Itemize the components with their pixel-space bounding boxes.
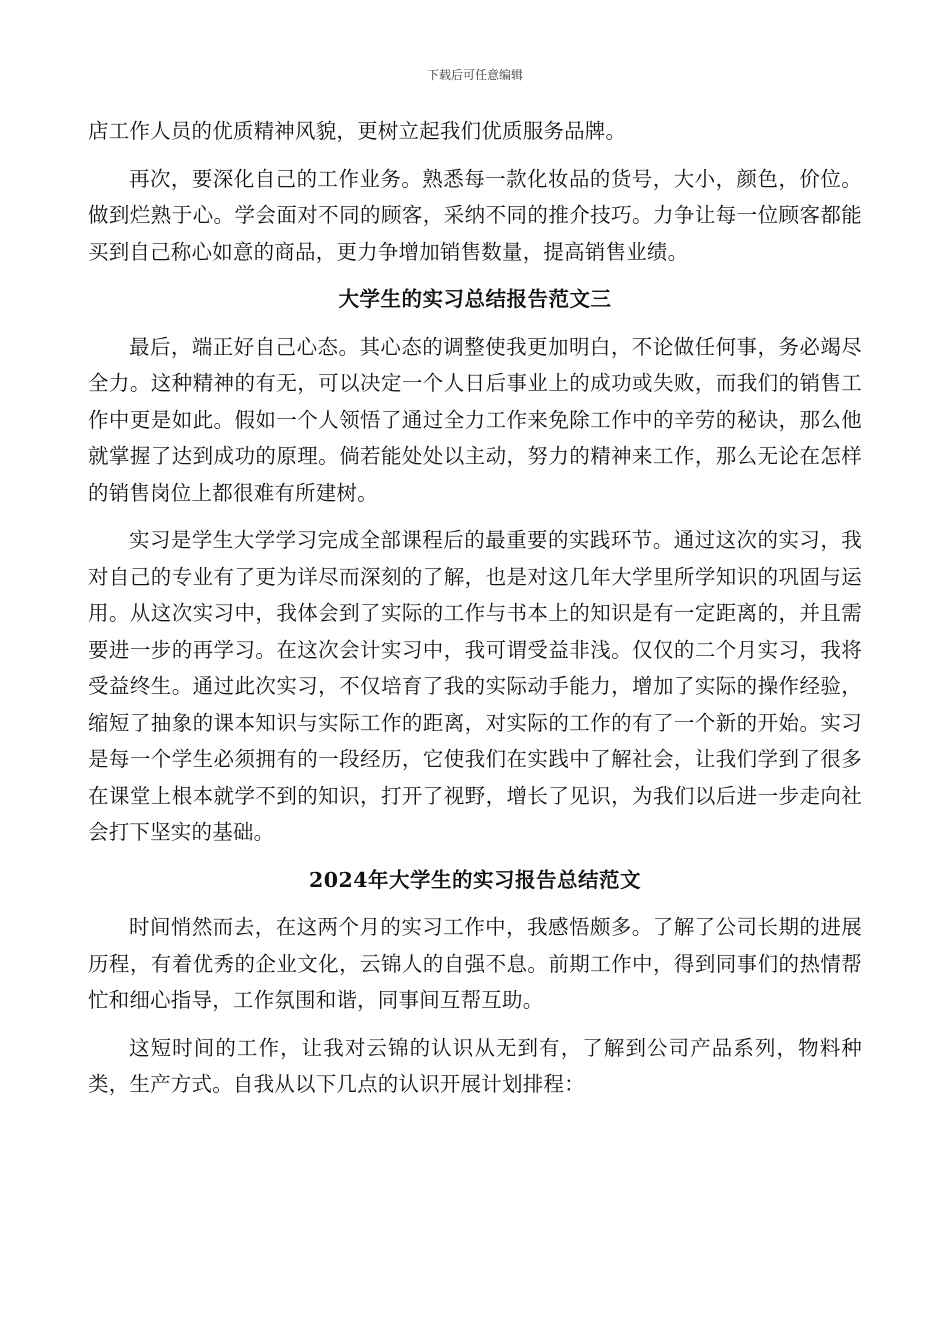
paragraph-3: 最后，端正好自己心态。其心态的调整使我更加明白，不论做任何事，务必竭尽全力。这种精神的有无，可以决定一个人日后事业上的成功或失败，而我们的销售工作中更是如此。假如一个人领悟了通过全力工作来免除工作中的辛劳的秘诀，那么他就掌握了达到成功的原理。倘若能处处以主动，努力的精神来工作，那么无论在怎样的销售岗位上都很难有所建树。	[88, 334, 862, 505]
section-heading-1: 大学生的实习总结报告范文三	[338, 287, 612, 311]
paragraph-4: 实习是学生大学学习完成全部课程后的最重要的实践环节。通过这次的实习，我对自己的专业有了更为详尽而深刻的了解，也是对这几年大学里所学知识的巩固与运用。从这次实习中，我体会到了实际的工作与书本上的知识是有一定距离的，并且需要进一步的再学习。在这次会计实习中，我可谓受益非浅。仅仅的二个月实习，我将受益终生。通过此次实习，不仅培育了我的实际动手能力，增加了实际的操作经验，缩短了抽象的课本知识与实际工作的距离，对实际的工作的有了一个新的开始。实习是每一个学生必须拥有的一段经历，它使我们在实践中了解社会，让我们学到了很多在课堂上根本就学不到的知识，打开了视野，增长了见识，为我们以后进一步走向社会打下坚实的基础。	[88, 528, 862, 844]
page-header: 下载后可任意编辑	[426, 68, 523, 82]
paragraph-2: 再次，要深化自己的工作业务。熟悉每一款化妆品的货号，大小，颜色，价位。做到烂熟于心。学会面对不同的顾客，采纳不同的推介技巧。力争让每一位顾客都能买到自己称心如意的商品，更力争增加销售数量，提高销售业绩。	[88, 166, 862, 264]
document-body	[88, 113, 862, 1103]
section-heading-2: 2024年大学生的实习报告总结范文	[308, 867, 642, 892]
paragraph-5: 时间悄然而去，在这两个月的实习工作中，我感悟颇多。了解了公司长期的进展历程，有着优秀的企业文化，云锦人的自强不息。前期工作中，得到同事们的热情帮忙和细心指导，工作氛围和谐，同事间互帮互助。	[88, 915, 862, 1012]
paragraph-1: 店工作人员的优质精神风貌，更树立起我们优质服务品牌。	[88, 119, 627, 143]
paragraph-6: 这短时间的工作，让我对云锦的认识从无到有，了解到公司产品系列，物料种类，生产方式。自我从以下几点的认识开展计划排程：	[88, 1035, 862, 1096]
